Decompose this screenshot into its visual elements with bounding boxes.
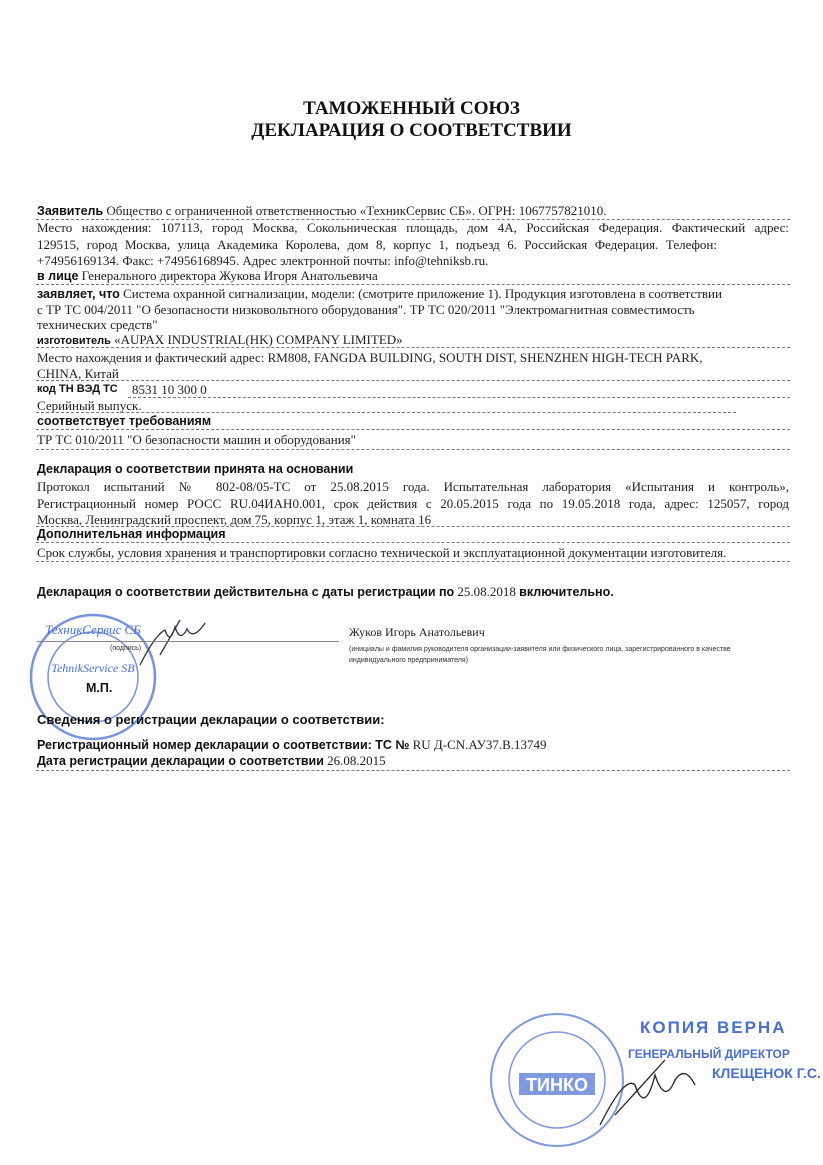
code-value: 8531 10 300 0: [132, 382, 207, 397]
registration-number-line: [37, 737, 547, 753]
tinko-logo-text: ТИНКО: [526, 1075, 588, 1095]
applicant-line: [37, 203, 607, 219]
signer-caption-2: индивидуального предпринимателя): [349, 657, 468, 664]
manufacturer-address-1: Место нахождения и фактический адрес: RM808, FANGDA BUILDING, SOUTH DIST, SHENZHEN HIGH-TECH PARK,: [37, 350, 703, 365]
additional-text: Срок службы, условия хранения и транспортировки согласно технической и эксплуатационной документации изготовителя.: [37, 545, 727, 560]
director-title: ГЕНЕРАЛЬНЫЙ ДИРЕКТОР: [628, 1047, 790, 1061]
validity-suffix: включительно.: [519, 585, 614, 599]
signature-klechenok: [595, 1055, 705, 1135]
applicant-address-1: Место нахождения: 107113, город Москва, Сокольническая площадь, дом 4А, Российская Федерация. Фактический адрес:: [37, 220, 789, 235]
validity-line: [37, 584, 614, 600]
signer-caption-1: (инициалы и фамилия руководителя организации-заявителя или физического лица, зарегистрированного в качестве: [349, 646, 731, 653]
declares-line-2: с ТР ТС 004/2011 "О безопасности низковольтного оборудования". ТР ТС 020/2011 "Электромагнитная совместимость: [37, 302, 695, 317]
declares-line: [37, 286, 722, 302]
applicant-label: Заявитель: [37, 204, 104, 218]
registration-number: RU Д-CN.АУ37.В.13749: [412, 737, 547, 752]
mp-label: М.П.: [86, 681, 113, 695]
signature-caption: (подпись): [110, 645, 142, 652]
declares-text: Система охранной сигнализации, модели: (смотрите приложение 1). Продукция изготовлена в соответствии: [123, 286, 722, 301]
person-line: [37, 268, 378, 284]
validity-date: 25.08.2018: [457, 584, 516, 599]
registration-date-line: [37, 753, 386, 769]
stamp-text-2: TehnikService SB: [51, 661, 135, 675]
registration-date: 26.08.2015: [327, 753, 386, 768]
requirements-label: соответствует требованиям: [37, 414, 212, 428]
registration-heading: Сведения о регистрации декларации о соответствии:: [37, 712, 385, 727]
signature-zhukov: [135, 615, 210, 675]
code-label: код ТН ВЭД ТС: [37, 383, 118, 395]
requirements-text: ТР ТС 010/2011 "О безопасности машин и оборудования": [37, 432, 356, 447]
basis-line-1: Протокол испытаний № 802-08/05-ТС от 25.08.2015 года. Испытательная лаборатория «Испытания и контроль»,: [37, 479, 789, 494]
manufacturer-address-2: CHINA, Китай: [37, 366, 119, 381]
validity-prefix: Декларация о соответствии действительна с даты регистрации по: [37, 585, 455, 599]
person-text: Генерального директора Жукова Игоря Анатольевича: [81, 268, 378, 283]
declares-line-3: технических средств": [37, 317, 158, 332]
basis-line-2: Регистрационный номер РОСС RU.04ИАН0.001, срок действия с 20.05.2015 года по 19.05.2018 года, адрес: 125057, город: [37, 496, 789, 511]
serial-text: Серийный выпуск.: [37, 398, 142, 413]
title-line-1: ТАМОЖЕННЫЙ СОЮЗ: [303, 98, 520, 119]
registration-date-label: Дата регистрации декларации о соответствии: [37, 754, 324, 768]
applicant-text: Общество с ограниченной ответственностью «ТехникСервис СБ». ОГРН: 1067757821010.: [106, 203, 607, 218]
title-line-2: ДЕКЛАРАЦИЯ О СООТВЕТСТВИИ: [251, 120, 572, 141]
applicant-address-2: 129515, город Москва, улица Академика Королева, дом 8, корпус 1, подъезд 6. Российская Федерация. Телефон:: [37, 237, 717, 252]
director-name: КЛЕЩЕНОК Г.С.: [712, 1065, 821, 1081]
applicant-address-3: +74956169134. Факс: +74956168945. Адрес электронной почты: info@tehniksb.ru.: [37, 253, 489, 268]
person-label: в лице: [37, 269, 79, 283]
basis-label: Декларация о соответствии принята на основании: [37, 462, 354, 476]
copy-true-text: КОПИЯ ВЕРНА: [640, 1018, 787, 1037]
declares-label: заявляет, что: [37, 287, 120, 301]
stamp-text: ТехникСервис СБ: [45, 622, 141, 637]
signer-name: Жуков Игорь Анатольевич: [349, 625, 485, 639]
manufacturer-text: «AUPAX INDUSTRIAL(HK) COMPANY LIMITED»: [114, 332, 403, 347]
manufacturer-label: изготовитель: [37, 335, 111, 347]
registration-number-label: Регистрационный номер декларации о соответствии: ТС №: [37, 738, 410, 752]
additional-label: Дополнительная информация: [37, 527, 226, 541]
basis-line-3: Москва, Ленинградский проспект, дом 75, корпус 1, этаж 1, комната 16: [37, 512, 432, 527]
